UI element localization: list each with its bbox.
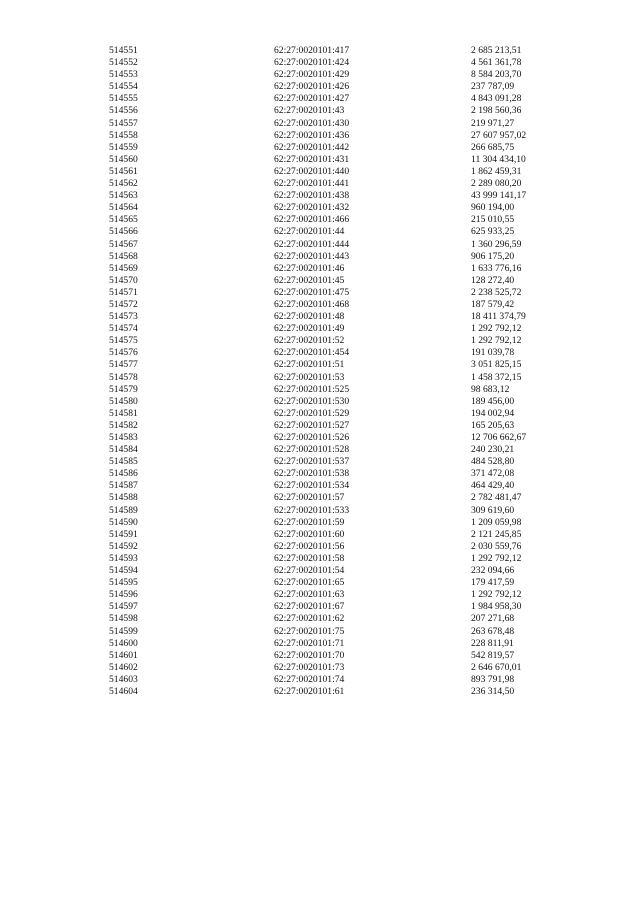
cadastral-number-cell: 62:27:0020101:440 [274, 165, 350, 177]
cadastral-value-cell: 906 175,20 [471, 250, 515, 262]
table-row [109, 444, 571, 456]
cadastral-number-cell: 62:27:0020101:43 [274, 105, 345, 117]
table-row [109, 166, 571, 178]
row-number-cell: 514590 [109, 516, 138, 528]
cadastral-number-cell: 62:27:0020101:49 [274, 323, 345, 335]
cadastral-value-cell: 18 411 374,79 [471, 311, 526, 323]
cadastral-value-cell: 309 619,60 [471, 504, 515, 516]
cadastral-number-cell: 62:27:0020101:443 [274, 250, 350, 262]
table-row [109, 239, 571, 251]
row-number-cell: 514564 [109, 202, 138, 214]
table-row [109, 299, 571, 311]
cadastral-number-cell: 62:27:0020101:444 [274, 238, 350, 250]
cadastral-value-cell: 11 304 434,10 [471, 153, 526, 165]
table-row [109, 408, 571, 420]
cadastral-number-cell: 62:27:0020101:475 [274, 286, 350, 298]
cadastral-number-cell: 62:27:0020101:48 [274, 311, 345, 323]
cadastral-value-cell: 1 984 958,30 [471, 601, 522, 613]
cadastral-number-cell: 62:27:0020101:426 [274, 81, 350, 93]
row-number-cell: 514571 [109, 286, 138, 298]
table-row [109, 638, 571, 650]
cadastral-number-cell: 62:27:0020101:529 [274, 407, 350, 419]
row-number-cell: 514587 [109, 480, 138, 492]
cadastral-value-cell: 893 791,98 [471, 673, 515, 685]
cadastral-value-cell: 12 706 662,67 [471, 432, 527, 443]
cadastral-value-cell: 1 292 792,12 [471, 323, 522, 335]
cadastral-number-cell: 62:27:0020101:74 [274, 673, 345, 685]
cadastral-number-cell: 62:27:0020101:71 [274, 637, 345, 649]
table-row [109, 468, 571, 480]
row-number-cell: 514594 [109, 565, 138, 577]
row-number-cell: 514593 [109, 552, 138, 564]
row-number-cell: 514575 [109, 335, 138, 347]
cadastral-value-cell: 1 209 059,98 [471, 516, 522, 528]
cadastral-number-cell: 62:27:0020101:60 [274, 528, 345, 540]
cadastral-number-cell: 62:27:0020101:534 [274, 480, 350, 492]
cadastral-value-cell: 1 633 776,16 [471, 262, 522, 274]
row-number-cell: 514583 [109, 432, 138, 443]
cadastral-number-cell: 62:27:0020101:442 [274, 141, 350, 153]
table-body [109, 45, 571, 698]
table-row [109, 287, 571, 299]
cadastral-value-cell: 194 002,94 [471, 407, 515, 419]
cadastral-value-table [109, 45, 571, 698]
row-number-cell: 514596 [109, 589, 138, 601]
row-number-cell: 514595 [109, 577, 138, 589]
row-number-cell: 514604 [109, 685, 138, 697]
cadastral-number-cell: 62:27:0020101:75 [274, 625, 345, 637]
table-row [109, 214, 571, 226]
cadastral-value-cell: 165 205,63 [471, 419, 515, 431]
cadastral-value-cell: 43 999 141,17 [471, 190, 527, 202]
cadastral-value-cell: 179 417,59 [471, 577, 515, 589]
table-row [109, 517, 571, 529]
row-number-cell: 514591 [109, 528, 138, 540]
cadastral-number-cell: 62:27:0020101:468 [274, 298, 350, 310]
cadastral-value-cell: 207 271,68 [471, 613, 515, 625]
cadastral-value-cell: 237 787,09 [471, 81, 515, 93]
cadastral-value-cell: 484 528,80 [471, 456, 515, 468]
table-row [109, 251, 571, 263]
cadastral-value-cell: 128 272,40 [471, 274, 515, 286]
row-number-cell: 514577 [109, 359, 138, 371]
cadastral-value-cell: 2 030 559,76 [471, 540, 522, 552]
table-row [109, 384, 571, 396]
cadastral-number-cell: 62:27:0020101:73 [274, 661, 345, 673]
cadastral-value-cell: 2 782 481,47 [471, 492, 522, 504]
row-number-cell: 514556 [109, 105, 138, 117]
table-row [109, 190, 571, 202]
row-number-cell: 514603 [109, 673, 138, 685]
cadastral-number-cell: 62:27:0020101:53 [274, 371, 345, 383]
row-number-cell: 514566 [109, 226, 138, 238]
table-row [109, 45, 571, 57]
table-row [109, 142, 571, 154]
cadastral-number-cell: 62:27:0020101:58 [274, 552, 345, 564]
cadastral-value-cell: 228 811,91 [471, 637, 514, 649]
cadastral-number-cell: 62:27:0020101:537 [274, 456, 350, 468]
cadastral-value-cell: 2 289 080,20 [471, 178, 522, 190]
cadastral-number-cell: 62:27:0020101:417 [274, 45, 350, 56]
row-number-cell: 514579 [109, 383, 138, 395]
cadastral-number-cell: 62:27:0020101:427 [274, 93, 350, 105]
table-row [109, 335, 571, 347]
table-row [109, 613, 571, 625]
row-number-cell: 514557 [109, 117, 138, 129]
cadastral-value-cell: 1 360 296,59 [471, 238, 522, 250]
cadastral-value-cell: 960 194,00 [471, 202, 515, 214]
table-row [109, 601, 571, 613]
table-row [109, 81, 571, 93]
table-row [109, 565, 571, 577]
row-number-cell: 514588 [109, 492, 138, 504]
cadastral-value-cell: 3 051 825,15 [471, 359, 522, 371]
cadastral-number-cell: 62:27:0020101:466 [274, 214, 350, 226]
cadastral-number-cell: 62:27:0020101:533 [274, 504, 350, 516]
cadastral-value-cell: 263 678,48 [471, 625, 515, 637]
row-number-cell: 514602 [109, 661, 138, 673]
cadastral-value-cell: 240 230,21 [471, 444, 515, 456]
cadastral-number-cell: 62:27:0020101:430 [274, 117, 350, 129]
row-number-cell: 514599 [109, 625, 138, 637]
table-row [109, 202, 571, 214]
cadastral-value-cell: 464 429,40 [471, 480, 515, 492]
table-row [109, 347, 571, 359]
table-row [109, 650, 571, 662]
cadastral-number-cell: 62:27:0020101:70 [274, 649, 345, 661]
cadastral-number-cell: 62:27:0020101:527 [274, 419, 350, 431]
table-row [109, 662, 571, 674]
cadastral-value-cell: 1 292 792,12 [471, 335, 522, 347]
cadastral-value-cell: 191 039,78 [471, 347, 515, 359]
row-number-cell: 514552 [109, 57, 138, 69]
cadastral-number-cell: 62:27:0020101:63 [274, 589, 345, 601]
cadastral-number-cell: 62:27:0020101:424 [274, 57, 350, 69]
table-row [109, 130, 571, 142]
row-number-cell: 514574 [109, 323, 138, 335]
cadastral-value-cell: 371 472,08 [471, 468, 515, 480]
cadastral-value-cell: 8 584 203,70 [471, 69, 522, 81]
row-number-cell: 514597 [109, 601, 138, 613]
table-row [109, 456, 571, 468]
table-row [109, 154, 571, 166]
cadastral-value-cell: 2 121 245,85 [471, 528, 522, 540]
cadastral-number-cell: 62:27:0020101:526 [274, 432, 350, 443]
cadastral-number-cell: 62:27:0020101:62 [274, 613, 345, 625]
cadastral-number-cell: 62:27:0020101:56 [274, 540, 345, 552]
cadastral-value-cell: 236 314,50 [471, 685, 515, 697]
table-row [109, 359, 571, 371]
row-number-cell: 514573 [109, 311, 138, 323]
table-row [109, 480, 571, 492]
table-row [109, 396, 571, 408]
table-row [109, 432, 571, 444]
cadastral-number-cell: 62:27:0020101:44 [274, 226, 345, 238]
cadastral-number-cell: 62:27:0020101:52 [274, 335, 345, 347]
cadastral-number-cell: 62:27:0020101:67 [274, 601, 345, 613]
cadastral-number-cell: 62:27:0020101:59 [274, 516, 345, 528]
cadastral-value-cell: 2 198 560,36 [471, 105, 522, 117]
cadastral-value-cell: 1 292 792,12 [471, 552, 522, 564]
row-number-cell: 514553 [109, 69, 138, 81]
cadastral-value-cell: 2 685 213,51 [471, 45, 522, 56]
row-number-cell: 514584 [109, 444, 138, 456]
cadastral-number-cell: 62:27:0020101:438 [274, 190, 350, 202]
table-row [109, 541, 571, 553]
cadastral-value-cell: 625 933,25 [471, 226, 515, 238]
row-number-cell: 514563 [109, 190, 138, 202]
row-number-cell: 514576 [109, 347, 138, 359]
table-row [109, 311, 571, 323]
table-row [109, 93, 571, 105]
row-number-cell: 514598 [109, 613, 138, 625]
cadastral-number-cell: 62:27:0020101:538 [274, 468, 350, 480]
row-number-cell: 514592 [109, 540, 138, 552]
cadastral-value-cell: 189 456,00 [471, 395, 515, 407]
row-number-cell: 514559 [109, 141, 138, 153]
cadastral-number-cell: 62:27:0020101:46 [274, 262, 345, 274]
cadastral-number-cell: 62:27:0020101:65 [274, 577, 345, 589]
row-number-cell: 514601 [109, 649, 138, 661]
table-row [109, 420, 571, 432]
cadastral-number-cell: 62:27:0020101:432 [274, 202, 350, 214]
row-number-cell: 514569 [109, 262, 138, 274]
cadastral-value-cell: 187 579,42 [471, 298, 515, 310]
cadastral-number-cell: 62:27:0020101:441 [274, 178, 350, 190]
table-row [109, 57, 571, 69]
row-number-cell: 514560 [109, 153, 138, 165]
row-number-cell: 514554 [109, 81, 138, 93]
row-number-cell: 514568 [109, 250, 138, 262]
cadastral-number-cell: 62:27:0020101:454 [274, 347, 350, 359]
table-row [109, 178, 571, 190]
cadastral-number-cell: 62:27:0020101:431 [274, 153, 350, 165]
table-row [109, 105, 571, 117]
row-number-cell: 514561 [109, 165, 138, 177]
table-row [109, 553, 571, 565]
row-number-cell: 514589 [109, 504, 138, 516]
cadastral-number-cell: 62:27:0020101:61 [274, 685, 345, 697]
table-row [109, 674, 571, 686]
cadastral-value-cell: 1 458 372,15 [471, 371, 522, 383]
cadastral-value-cell: 4 561 361,78 [471, 57, 522, 69]
row-number-cell: 514558 [109, 129, 138, 141]
cadastral-number-cell: 62:27:0020101:530 [274, 395, 350, 407]
table-row [109, 589, 571, 601]
cadastral-value-cell: 4 843 091,28 [471, 93, 522, 105]
row-number-cell: 514580 [109, 395, 138, 407]
cadastral-number-cell: 62:27:0020101:525 [274, 383, 350, 395]
table-row [109, 263, 571, 275]
row-number-cell: 514582 [109, 419, 138, 431]
cadastral-value-cell: 215 010,55 [471, 214, 515, 226]
table-row [109, 118, 571, 130]
cadastral-value-cell: 2 646 670,01 [471, 661, 522, 673]
cadastral-value-cell: 98 683,12 [471, 383, 510, 395]
table-row [109, 372, 571, 384]
cadastral-number-cell: 62:27:0020101:436 [274, 129, 350, 141]
table-row [109, 69, 571, 81]
row-number-cell: 514555 [109, 93, 138, 105]
cadastral-value-cell: 2 238 525,72 [471, 286, 522, 298]
cadastral-value-cell: 266 685,75 [471, 141, 515, 153]
table-row [109, 226, 571, 238]
row-number-cell: 514586 [109, 468, 138, 480]
row-number-cell: 514551 [109, 45, 138, 56]
cadastral-number-cell: 62:27:0020101:45 [274, 274, 345, 286]
cadastral-value-cell: 27 607 957,02 [471, 129, 527, 141]
row-number-cell: 514570 [109, 274, 138, 286]
cadastral-number-cell: 62:27:0020101:429 [274, 69, 350, 81]
cadastral-value-cell: 232 094,66 [471, 565, 515, 577]
row-number-cell: 514567 [109, 238, 138, 250]
row-number-cell: 514562 [109, 178, 138, 190]
table-row [109, 626, 571, 638]
table-row [109, 529, 571, 541]
cadastral-value-cell: 219 971,27 [471, 117, 515, 129]
cadastral-number-cell: 62:27:0020101:51 [274, 359, 345, 371]
cadastral-number-cell: 62:27:0020101:528 [274, 444, 350, 456]
cadastral-value-cell: 1 862 459,31 [471, 165, 522, 177]
table-row [109, 323, 571, 335]
row-number-cell: 514581 [109, 407, 138, 419]
row-number-cell: 514585 [109, 456, 138, 468]
row-number-cell: 514600 [109, 637, 138, 649]
table-row [109, 686, 571, 698]
cadastral-number-cell: 62:27:0020101:57 [274, 492, 345, 504]
table-row [109, 275, 571, 287]
table-row [109, 492, 571, 504]
row-number-cell: 514565 [109, 214, 138, 226]
cadastral-number-cell: 62:27:0020101:54 [274, 565, 345, 577]
table-row [109, 577, 571, 589]
cadastral-value-cell: 1 292 792,12 [471, 589, 522, 601]
cadastral-value-cell: 542 819,57 [471, 649, 515, 661]
table-row [109, 505, 571, 517]
row-number-cell: 514572 [109, 298, 138, 310]
row-number-cell: 514578 [109, 371, 138, 383]
